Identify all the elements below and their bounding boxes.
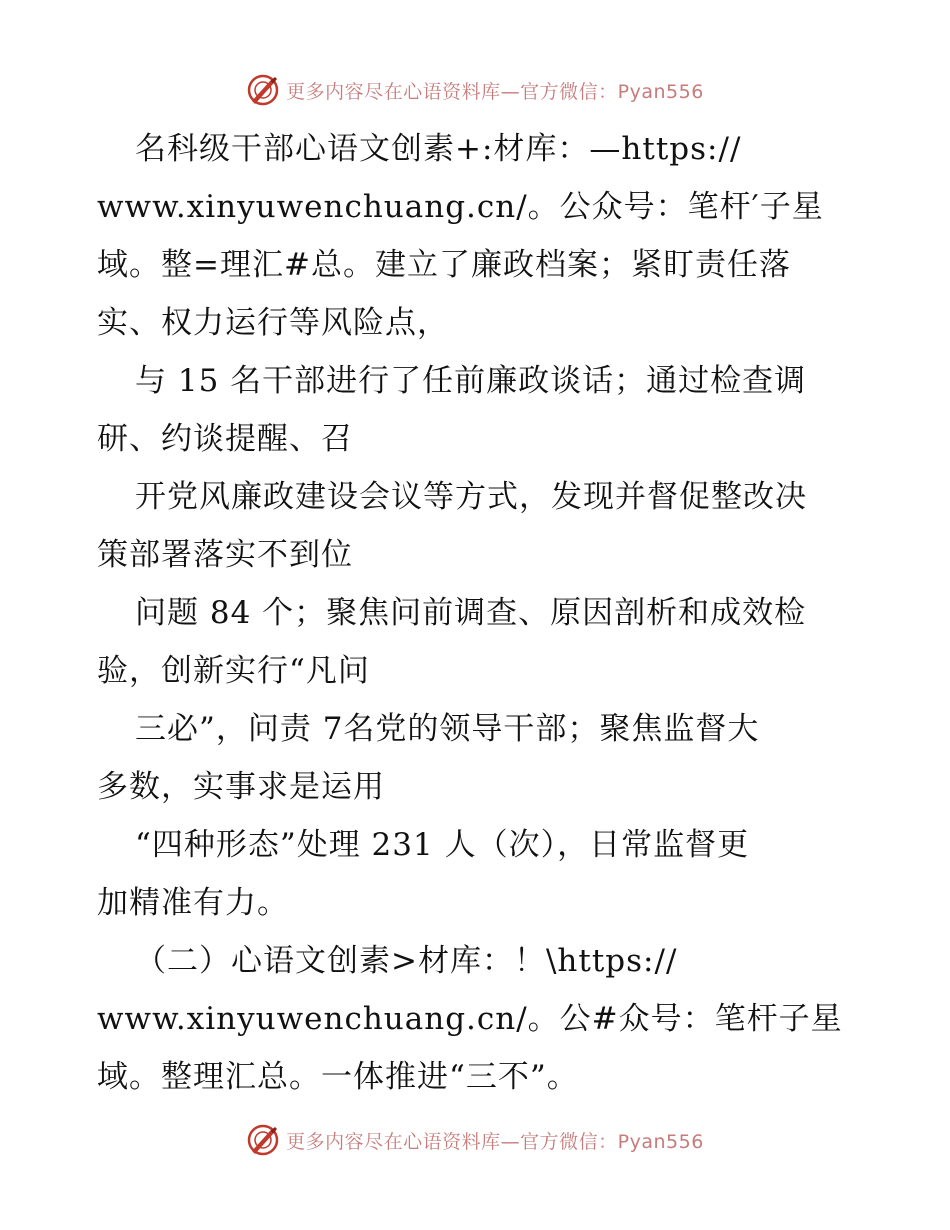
text-line: 与 15 名干部进行了任前廉政谈话；通过检查调 — [135, 363, 807, 399]
pen-logo-icon — [246, 73, 280, 107]
text-line: 问题 84 个；聚焦问前调查、原因剖析和成效检 — [135, 595, 807, 631]
text-line: “四种形态”处理 231 人（次），日常监督更 — [135, 827, 750, 863]
document-body — [97, 120, 867, 1106]
text-line: 策部署落实不到位 — [97, 537, 353, 573]
text-line: 域。整=理汇#总。建立了廉政档案；紧盯责任落 — [97, 247, 791, 283]
text-line: 开党风廉政建设会议等方式，发现并督促整改决 — [135, 479, 807, 515]
text-line: www.xinyuwenchuang.cn/。公#众号：笔杆子星 — [97, 1001, 843, 1037]
text-line: 研、约谈提醒、召 — [97, 421, 353, 457]
text-line: （二）心语文创素>材库：！\https:// — [135, 943, 678, 979]
watermark-text: 更多内容尽在心语资料库—官方微信：Pyan556 — [286, 80, 704, 103]
text-line: 加精准有力。 — [97, 885, 289, 921]
text-line: 实、权力运行等风险点， — [97, 305, 449, 341]
header-watermark — [0, 70, 950, 110]
watermark-text: 更多内容尽在心语资料库—官方微信：Pyan556 — [286, 1130, 704, 1153]
text-line: 验，创新实行“凡问 — [97, 653, 370, 689]
pen-logo-icon — [246, 1123, 280, 1157]
text-line: 三必”，问责 7名党的领导干部；聚焦监督大 — [135, 711, 760, 747]
text-line: 多数，实事求是运用 — [97, 769, 385, 805]
footer-watermark — [0, 1120, 950, 1160]
text-line: 名科级干部心语文创素+:材库：—https:// — [135, 131, 742, 167]
text-line: 域。整理汇总。一体推进“三不”。 — [97, 1059, 579, 1095]
text-line: www.xinyuwenchuang.cn/。公众号：笔杆′子星 — [97, 189, 824, 225]
